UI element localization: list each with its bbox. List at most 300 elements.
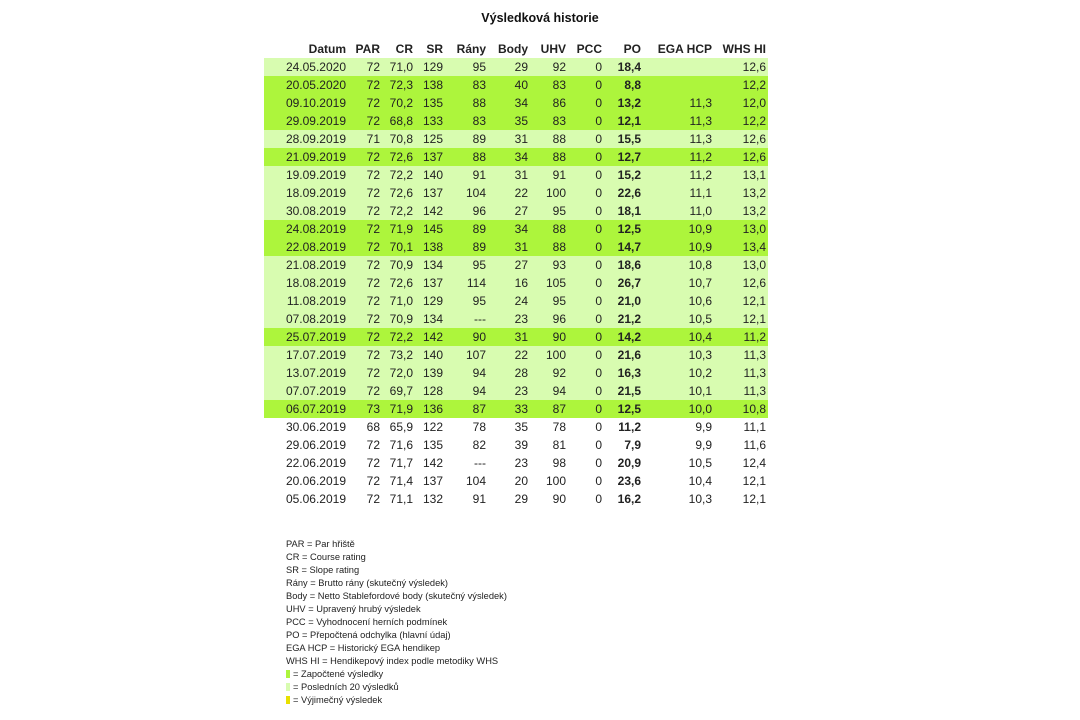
cell-col-po: 26,7 bbox=[604, 274, 643, 292]
cell-col-date: 19.09.2019 bbox=[264, 166, 348, 184]
cell-col-points: 23 bbox=[488, 454, 530, 472]
cell-col-pcc: 0 bbox=[568, 76, 604, 94]
cell-col-uhv: 92 bbox=[530, 58, 568, 76]
cell-col-whs-hi: 13,0 bbox=[714, 220, 768, 238]
cell-col-points: 23 bbox=[488, 310, 530, 328]
table-row bbox=[264, 382, 768, 400]
table-row bbox=[264, 238, 768, 256]
cell-col-ega-hcp: 11,3 bbox=[643, 94, 714, 112]
cell-col-uhv: 88 bbox=[530, 220, 568, 238]
cell-col-par: 72 bbox=[348, 382, 382, 400]
cell-col-points: 28 bbox=[488, 364, 530, 382]
cell-col-points: 27 bbox=[488, 256, 530, 274]
color-swatch bbox=[286, 696, 290, 704]
legend-item: Rány = Brutto rány (skutečný výsledek) bbox=[286, 578, 448, 588]
cell-col-ega-hcp: 10,8 bbox=[643, 256, 714, 274]
cell-col-par: 72 bbox=[348, 490, 382, 508]
cell-col-pcc: 0 bbox=[568, 58, 604, 76]
cell-col-cr: 70,9 bbox=[382, 310, 415, 328]
cell-col-date: 21.09.2019 bbox=[264, 148, 348, 166]
cell-col-par: 72 bbox=[348, 112, 382, 130]
legend bbox=[286, 538, 507, 707]
abbreviation-legend bbox=[286, 538, 507, 668]
cell-col-ega-hcp: 11,0 bbox=[643, 202, 714, 220]
cell-col-date: 05.06.2019 bbox=[264, 490, 348, 508]
cell-col-cr: 71,9 bbox=[382, 220, 415, 238]
cell-col-whs-hi: 12,1 bbox=[714, 292, 768, 310]
cell-col-par: 72 bbox=[348, 238, 382, 256]
cell-col-par: 72 bbox=[348, 436, 382, 454]
header-col-po: PO bbox=[623, 42, 641, 56]
cell-col-po: 21,0 bbox=[604, 292, 643, 310]
cell-col-points: 31 bbox=[488, 130, 530, 148]
cell-col-cr: 70,2 bbox=[382, 94, 415, 112]
cell-col-date: 24.08.2019 bbox=[264, 220, 348, 238]
cell-col-date: 25.07.2019 bbox=[264, 328, 348, 346]
cell-col-strokes: 95 bbox=[445, 256, 488, 274]
legend-item: SR = Slope rating bbox=[286, 565, 360, 575]
cell-col-uhv: 93 bbox=[530, 256, 568, 274]
cell-col-whs-hi: 12,1 bbox=[714, 310, 768, 328]
cell-col-strokes: 95 bbox=[445, 292, 488, 310]
legend-item: PCC = Vyhodnocení herních podmínek bbox=[286, 617, 448, 627]
cell-col-po: 18,6 bbox=[604, 256, 643, 274]
cell-col-po: 14,2 bbox=[604, 328, 643, 346]
cell-col-ega-hcp bbox=[643, 76, 714, 94]
cell-col-uhv: 100 bbox=[530, 472, 568, 490]
legend-item: WHS HI = Hendikepový index podle metodiky WHS bbox=[286, 656, 499, 666]
table-row bbox=[264, 148, 768, 166]
cell-col-whs-hi: 12,6 bbox=[714, 148, 768, 166]
cell-col-points: 34 bbox=[488, 220, 530, 238]
cell-col-par: 68 bbox=[348, 418, 382, 436]
cell-col-strokes: 87 bbox=[445, 400, 488, 418]
cell-col-sr: 135 bbox=[415, 94, 445, 112]
cell-col-whs-hi: 11,2 bbox=[714, 328, 768, 346]
cell-col-strokes: 83 bbox=[445, 112, 488, 130]
cell-col-strokes: 107 bbox=[445, 346, 488, 364]
cell-col-po: 22,6 bbox=[604, 184, 643, 202]
header-col-pcc: PCC bbox=[576, 42, 602, 56]
cell-col-points: 40 bbox=[488, 76, 530, 94]
cell-col-pcc: 0 bbox=[568, 292, 604, 310]
cell-col-strokes: 96 bbox=[445, 202, 488, 220]
table-row bbox=[264, 310, 768, 328]
cell-col-po: 11,2 bbox=[604, 418, 643, 436]
cell-col-ega-hcp: 10,9 bbox=[643, 238, 714, 256]
cell-col-points: 27 bbox=[488, 202, 530, 220]
cell-col-strokes: --- bbox=[445, 310, 488, 328]
cell-col-points: 35 bbox=[488, 418, 530, 436]
cell-col-pcc: 0 bbox=[568, 400, 604, 418]
cell-col-par: 73 bbox=[348, 400, 382, 418]
cell-col-par: 72 bbox=[348, 274, 382, 292]
cell-col-ega-hcp: 10,9 bbox=[643, 220, 714, 238]
color-legend-label: = Posledních 20 výsledků bbox=[293, 682, 399, 692]
table-row bbox=[264, 490, 768, 508]
cell-col-date: 30.08.2019 bbox=[264, 202, 348, 220]
cell-col-pcc: 0 bbox=[568, 256, 604, 274]
color-legend-label: = Započtené výsledky bbox=[293, 669, 384, 679]
cell-col-sr: 137 bbox=[415, 184, 445, 202]
cell-col-par: 72 bbox=[348, 292, 382, 310]
cell-col-par: 72 bbox=[348, 184, 382, 202]
cell-col-points: 24 bbox=[488, 292, 530, 310]
cell-col-points: 23 bbox=[488, 382, 530, 400]
cell-col-strokes: 90 bbox=[445, 328, 488, 346]
cell-col-pcc: 0 bbox=[568, 364, 604, 382]
cell-col-points: 33 bbox=[488, 400, 530, 418]
cell-col-cr: 72,6 bbox=[382, 148, 415, 166]
cell-col-cr: 72,2 bbox=[382, 328, 415, 346]
cell-col-pcc: 0 bbox=[568, 310, 604, 328]
cell-col-po: 8,8 bbox=[604, 76, 643, 94]
cell-col-po: 12,1 bbox=[604, 112, 643, 130]
cell-col-whs-hi: 11,1 bbox=[714, 418, 768, 436]
cell-col-strokes: 88 bbox=[445, 148, 488, 166]
cell-col-par: 72 bbox=[348, 220, 382, 238]
cell-col-ega-hcp: 10,1 bbox=[643, 382, 714, 400]
cell-col-ega-hcp: 11,2 bbox=[643, 166, 714, 184]
table-header-row bbox=[264, 40, 768, 58]
table-row bbox=[264, 166, 768, 184]
cell-col-uhv: 88 bbox=[530, 148, 568, 166]
cell-col-uhv: 98 bbox=[530, 454, 568, 472]
table-row bbox=[264, 58, 768, 76]
cell-col-cr: 70,8 bbox=[382, 130, 415, 148]
cell-col-whs-hi: 11,3 bbox=[714, 364, 768, 382]
cell-col-cr: 68,8 bbox=[382, 112, 415, 130]
cell-col-uhv: 83 bbox=[530, 112, 568, 130]
legend-item: CR = Course rating bbox=[286, 552, 366, 562]
cell-col-points: 22 bbox=[488, 184, 530, 202]
cell-col-uhv: 92 bbox=[530, 364, 568, 382]
cell-col-whs-hi: 12,0 bbox=[714, 94, 768, 112]
cell-col-par: 72 bbox=[348, 58, 382, 76]
header-col-date: Datum bbox=[308, 42, 346, 56]
cell-col-po: 12,7 bbox=[604, 148, 643, 166]
cell-col-par: 72 bbox=[348, 202, 382, 220]
cell-col-cr: 71,4 bbox=[382, 472, 415, 490]
color-legend-label: = Výjimečný výsledek bbox=[293, 695, 383, 705]
cell-col-date: 18.09.2019 bbox=[264, 184, 348, 202]
table-row bbox=[264, 364, 768, 382]
cell-col-uhv: 88 bbox=[530, 238, 568, 256]
cell-col-ega-hcp: 11,1 bbox=[643, 184, 714, 202]
cell-col-uhv: 90 bbox=[530, 490, 568, 508]
cell-col-cr: 72,2 bbox=[382, 202, 415, 220]
cell-col-pcc: 0 bbox=[568, 382, 604, 400]
cell-col-sr: 137 bbox=[415, 472, 445, 490]
cell-col-sr: 138 bbox=[415, 76, 445, 94]
cell-col-strokes: 78 bbox=[445, 418, 488, 436]
header-col-whs-hi: WHS HI bbox=[722, 42, 766, 56]
cell-col-pcc: 0 bbox=[568, 202, 604, 220]
cell-col-sr: 133 bbox=[415, 112, 445, 130]
cell-col-uhv: 94 bbox=[530, 382, 568, 400]
cell-col-pcc: 0 bbox=[568, 328, 604, 346]
table-body bbox=[264, 58, 768, 508]
cell-col-po: 12,5 bbox=[604, 220, 643, 238]
cell-col-po: 18,4 bbox=[604, 58, 643, 76]
cell-col-cr: 72,2 bbox=[382, 166, 415, 184]
cell-col-sr: 142 bbox=[415, 454, 445, 472]
cell-col-ega-hcp: 10,3 bbox=[643, 490, 714, 508]
cell-col-date: 13.07.2019 bbox=[264, 364, 348, 382]
cell-col-par: 72 bbox=[348, 256, 382, 274]
cell-col-date: 22.06.2019 bbox=[264, 454, 348, 472]
cell-col-pcc: 0 bbox=[568, 184, 604, 202]
cell-col-whs-hi: 11,3 bbox=[714, 382, 768, 400]
cell-col-ega-hcp: 10,6 bbox=[643, 292, 714, 310]
cell-col-strokes: 89 bbox=[445, 220, 488, 238]
cell-col-strokes: 114 bbox=[445, 274, 488, 292]
cell-col-points: 20 bbox=[488, 472, 530, 490]
cell-col-date: 29.09.2019 bbox=[264, 112, 348, 130]
score-history-table bbox=[264, 40, 768, 508]
cell-col-points: 34 bbox=[488, 94, 530, 112]
cell-col-sr: 132 bbox=[415, 490, 445, 508]
cell-col-date: 29.06.2019 bbox=[264, 436, 348, 454]
cell-col-ega-hcp: 9,9 bbox=[643, 418, 714, 436]
cell-col-uhv: 86 bbox=[530, 94, 568, 112]
cell-col-strokes: 82 bbox=[445, 436, 488, 454]
table-row bbox=[264, 472, 768, 490]
cell-col-sr: 140 bbox=[415, 346, 445, 364]
cell-col-po: 13,2 bbox=[604, 94, 643, 112]
cell-col-pcc: 0 bbox=[568, 130, 604, 148]
cell-col-cr: 65,9 bbox=[382, 418, 415, 436]
table-row bbox=[264, 346, 768, 364]
cell-col-points: 16 bbox=[488, 274, 530, 292]
cell-col-strokes: 95 bbox=[445, 58, 488, 76]
cell-col-pcc: 0 bbox=[568, 472, 604, 490]
cell-col-cr: 72,3 bbox=[382, 76, 415, 94]
cell-col-sr: 135 bbox=[415, 436, 445, 454]
cell-col-strokes: 104 bbox=[445, 472, 488, 490]
cell-col-date: 06.07.2019 bbox=[264, 400, 348, 418]
cell-col-strokes: 94 bbox=[445, 364, 488, 382]
cell-col-po: 16,2 bbox=[604, 490, 643, 508]
table-row bbox=[264, 328, 768, 346]
cell-col-par: 72 bbox=[348, 364, 382, 382]
cell-col-whs-hi: 12,1 bbox=[714, 472, 768, 490]
cell-col-points: 31 bbox=[488, 166, 530, 184]
cell-col-par: 72 bbox=[348, 472, 382, 490]
cell-col-date: 18.08.2019 bbox=[264, 274, 348, 292]
cell-col-po: 12,5 bbox=[604, 400, 643, 418]
cell-col-par: 71 bbox=[348, 130, 382, 148]
cell-col-pcc: 0 bbox=[568, 418, 604, 436]
cell-col-whs-hi: 12,6 bbox=[714, 274, 768, 292]
cell-col-date: 11.08.2019 bbox=[264, 292, 348, 310]
cell-col-whs-hi: 12,6 bbox=[714, 130, 768, 148]
cell-col-pcc: 0 bbox=[568, 346, 604, 364]
cell-col-po: 21,6 bbox=[604, 346, 643, 364]
cell-col-strokes: 89 bbox=[445, 238, 488, 256]
cell-col-sr: 134 bbox=[415, 256, 445, 274]
cell-col-cr: 72,6 bbox=[382, 274, 415, 292]
cell-col-points: 39 bbox=[488, 436, 530, 454]
cell-col-par: 72 bbox=[348, 310, 382, 328]
cell-col-sr: 139 bbox=[415, 364, 445, 382]
cell-col-points: 22 bbox=[488, 346, 530, 364]
table-row bbox=[264, 202, 768, 220]
header-col-sr: SR bbox=[426, 42, 443, 56]
cell-col-whs-hi: 12,2 bbox=[714, 76, 768, 94]
cell-col-po: 18,1 bbox=[604, 202, 643, 220]
cell-col-cr: 71,6 bbox=[382, 436, 415, 454]
table-row bbox=[264, 130, 768, 148]
cell-col-par: 72 bbox=[348, 346, 382, 364]
cell-col-po: 7,9 bbox=[604, 436, 643, 454]
cell-col-sr: 122 bbox=[415, 418, 445, 436]
table-row bbox=[264, 400, 768, 418]
cell-col-date: 07.08.2019 bbox=[264, 310, 348, 328]
cell-col-pcc: 0 bbox=[568, 490, 604, 508]
cell-col-pcc: 0 bbox=[568, 454, 604, 472]
table-row bbox=[264, 256, 768, 274]
cell-col-sr: 145 bbox=[415, 220, 445, 238]
header-col-points: Body bbox=[498, 42, 528, 56]
cell-col-whs-hi: 11,6 bbox=[714, 436, 768, 454]
cell-col-uhv: 96 bbox=[530, 310, 568, 328]
cell-col-pcc: 0 bbox=[568, 238, 604, 256]
color-legend-item bbox=[286, 694, 507, 707]
cell-col-ega-hcp: 10,4 bbox=[643, 472, 714, 490]
cell-col-ega-hcp: 11,3 bbox=[643, 112, 714, 130]
table-row bbox=[264, 418, 768, 436]
table-row bbox=[264, 76, 768, 94]
table-row bbox=[264, 292, 768, 310]
cell-col-uhv: 88 bbox=[530, 130, 568, 148]
cell-col-po: 16,3 bbox=[604, 364, 643, 382]
cell-col-sr: 137 bbox=[415, 148, 445, 166]
table-row bbox=[264, 220, 768, 238]
table-row bbox=[264, 94, 768, 112]
cell-col-strokes: 94 bbox=[445, 382, 488, 400]
legend-item: PO = Přepočtená odchylka (hlavní údaj) bbox=[286, 630, 451, 640]
cell-col-whs-hi: 12,1 bbox=[714, 490, 768, 508]
cell-col-sr: 125 bbox=[415, 130, 445, 148]
cell-col-date: 22.08.2019 bbox=[264, 238, 348, 256]
cell-col-pcc: 0 bbox=[568, 112, 604, 130]
cell-col-uhv: 83 bbox=[530, 76, 568, 94]
cell-col-po: 21,5 bbox=[604, 382, 643, 400]
cell-col-pcc: 0 bbox=[568, 436, 604, 454]
header-col-uhv: UHV bbox=[540, 42, 566, 56]
cell-col-cr: 69,7 bbox=[382, 382, 415, 400]
cell-col-pcc: 0 bbox=[568, 94, 604, 112]
cell-col-cr: 73,2 bbox=[382, 346, 415, 364]
header-col-ega-hcp: EGA HCP bbox=[657, 42, 712, 56]
cell-col-points: 29 bbox=[488, 490, 530, 508]
cell-col-po: 21,2 bbox=[604, 310, 643, 328]
cell-col-uhv: 100 bbox=[530, 346, 568, 364]
cell-col-points: 31 bbox=[488, 328, 530, 346]
cell-col-cr: 71,0 bbox=[382, 292, 415, 310]
legend-item: UHV = Upravený hrubý výsledek bbox=[286, 604, 421, 614]
legend-item: EGA HCP = Historický EGA hendikep bbox=[286, 643, 441, 653]
cell-col-points: 29 bbox=[488, 58, 530, 76]
cell-col-points: 35 bbox=[488, 112, 530, 130]
cell-col-sr: 129 bbox=[415, 292, 445, 310]
cell-col-pcc: 0 bbox=[568, 166, 604, 184]
cell-col-strokes: 91 bbox=[445, 490, 488, 508]
cell-col-sr: 129 bbox=[415, 58, 445, 76]
cell-col-whs-hi: 12,2 bbox=[714, 112, 768, 130]
cell-col-sr: 128 bbox=[415, 382, 445, 400]
cell-col-points: 31 bbox=[488, 238, 530, 256]
cell-col-uhv: 91 bbox=[530, 166, 568, 184]
cell-col-po: 14,7 bbox=[604, 238, 643, 256]
cell-col-strokes: 89 bbox=[445, 130, 488, 148]
cell-col-par: 72 bbox=[348, 328, 382, 346]
table-row bbox=[264, 112, 768, 130]
cell-col-uhv: 87 bbox=[530, 400, 568, 418]
legend-item: PAR = Par hřiště bbox=[286, 539, 355, 549]
cell-col-sr: 136 bbox=[415, 400, 445, 418]
cell-col-po: 15,2 bbox=[604, 166, 643, 184]
cell-col-date: 30.06.2019 bbox=[264, 418, 348, 436]
header-col-strokes: Rány bbox=[456, 42, 486, 56]
cell-col-uhv: 105 bbox=[530, 274, 568, 292]
cell-col-sr: 142 bbox=[415, 328, 445, 346]
cell-col-po: 20,9 bbox=[604, 454, 643, 472]
cell-col-cr: 71,7 bbox=[382, 454, 415, 472]
cell-col-whs-hi: 13,1 bbox=[714, 166, 768, 184]
cell-col-date: 28.09.2019 bbox=[264, 130, 348, 148]
cell-col-whs-hi: 11,3 bbox=[714, 346, 768, 364]
cell-col-strokes: 83 bbox=[445, 76, 488, 94]
legend-item: Body = Netto Stablefordové body (skutečný výsledek) bbox=[286, 591, 507, 601]
cell-col-ega-hcp bbox=[643, 58, 714, 76]
cell-col-uhv: 100 bbox=[530, 184, 568, 202]
cell-col-cr: 70,9 bbox=[382, 256, 415, 274]
cell-col-par: 72 bbox=[348, 166, 382, 184]
page-title: Výsledková historie bbox=[481, 11, 599, 25]
cell-col-whs-hi: 10,8 bbox=[714, 400, 768, 418]
cell-col-ega-hcp: 10,4 bbox=[643, 328, 714, 346]
cell-col-uhv: 78 bbox=[530, 418, 568, 436]
cell-col-uhv: 90 bbox=[530, 328, 568, 346]
cell-col-cr: 72,0 bbox=[382, 364, 415, 382]
cell-col-date: 20.06.2019 bbox=[264, 472, 348, 490]
cell-col-ega-hcp: 10,0 bbox=[643, 400, 714, 418]
cell-col-ega-hcp: 10,2 bbox=[643, 364, 714, 382]
table-row bbox=[264, 274, 768, 292]
cell-col-whs-hi: 12,6 bbox=[714, 58, 768, 76]
table-row bbox=[264, 184, 768, 202]
cell-col-par: 72 bbox=[348, 76, 382, 94]
cell-col-ega-hcp: 10,3 bbox=[643, 346, 714, 364]
cell-col-date: 24.05.2020 bbox=[264, 58, 348, 76]
cell-col-sr: 140 bbox=[415, 166, 445, 184]
color-legend-item bbox=[286, 668, 507, 681]
cell-col-date: 07.07.2019 bbox=[264, 382, 348, 400]
cell-col-strokes: --- bbox=[445, 454, 488, 472]
cell-col-po: 23,6 bbox=[604, 472, 643, 490]
cell-col-pcc: 0 bbox=[568, 220, 604, 238]
cell-col-cr: 70,1 bbox=[382, 238, 415, 256]
table-row bbox=[264, 436, 768, 454]
cell-col-date: 09.10.2019 bbox=[264, 94, 348, 112]
cell-col-sr: 138 bbox=[415, 238, 445, 256]
cell-col-par: 72 bbox=[348, 454, 382, 472]
cell-col-whs-hi: 13,0 bbox=[714, 256, 768, 274]
color-swatch bbox=[286, 683, 290, 691]
color-swatch bbox=[286, 670, 290, 678]
